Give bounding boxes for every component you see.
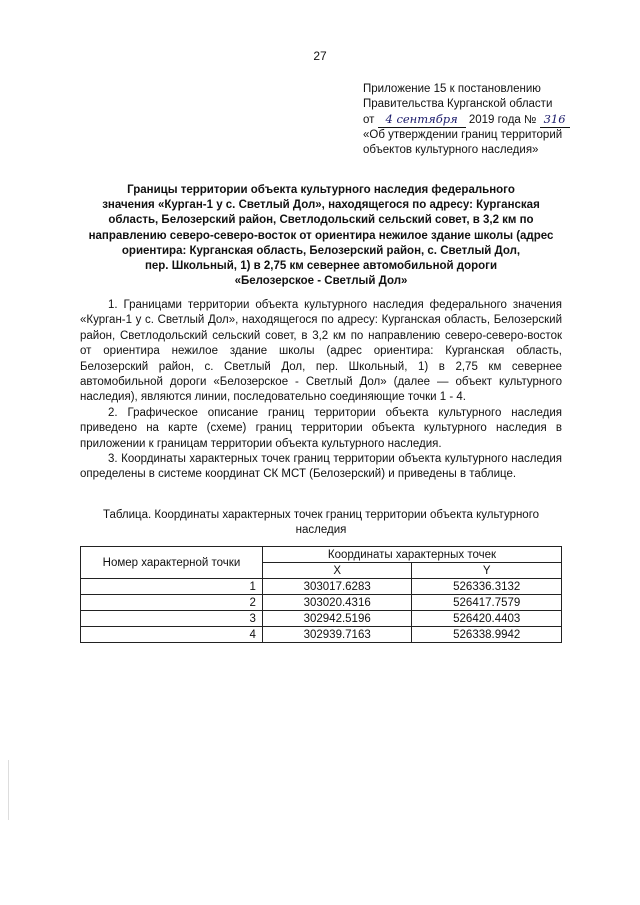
handwritten-date: 4 сентября <box>378 112 466 128</box>
appendix-header <box>363 82 603 158</box>
header-y: Y <box>412 563 562 579</box>
title-line: направлению северо-северо-восток от ориентира нежилое здание школы (адрес <box>88 229 554 242</box>
appendix-line-2: Правительства Курганской области <box>363 98 553 110</box>
year-text: 2019 года № <box>468 114 537 126</box>
paragraph-1: 1. Границами территории объекта культурного наследия федерального значения «Курган-1 у с. Светлый Дол», находящегося по адресу: Курганская область, Белозерский район, Светлодольский сельский совет, в 3,2 км по направлению северо-северо-восток от ориентира нежилое здание школы (адрес ориентира: Курганская область, Белозерский район, с. Светлый Дол, пер. Школьный, 1) в 2,75 км севернее автомобильной дороги «Белозерское - Светлый Дол» (далее — объект культурного наследия), являются линии, последовательно соединяющие точки 1 - 4. <box>80 299 562 404</box>
title-line: ориентира: Курганская область, Белозерский район, с. Светлый Дол, <box>121 244 521 257</box>
title-line: значения «Курган-1 у с. Светлый Дол», находящегося по адресу: Курганская <box>102 199 540 212</box>
coord-y: 526420.4403 <box>412 611 562 627</box>
header-point-number: Номер характерной точки <box>81 547 263 579</box>
coord-x: 302942.5196 <box>262 611 412 627</box>
body-text <box>80 298 562 483</box>
point-number: 1 <box>81 579 263 595</box>
coord-x: 303017.6283 <box>262 579 412 595</box>
table-row <box>81 611 562 627</box>
title-line: область, Белозерский район, Светлодольский сельский совет, в 3,2 км по <box>108 214 534 227</box>
title-line: Границы территории объекта культурного наследия федерального <box>127 184 515 196</box>
coord-y: 526338.9942 <box>412 627 562 643</box>
header-x: X <box>262 563 412 579</box>
title-line: пер. Школьный, 1) в 2,75 км севернее автомобильной дороги <box>144 260 498 273</box>
point-number: 4 <box>81 627 263 643</box>
table-caption-line-2: наследия <box>295 524 347 536</box>
coord-x: 302939.7163 <box>262 627 412 643</box>
appendix-line-1: Приложение 15 к постановлению <box>363 83 541 95</box>
coordinates-table <box>80 546 562 643</box>
appendix-line-5: объектов культурного наследия» <box>363 144 539 156</box>
coord-y: 526417.7579 <box>412 595 562 611</box>
document-title <box>80 183 562 289</box>
handwritten-number: 316 <box>540 112 570 128</box>
table-caption <box>80 508 562 538</box>
paragraph-3: 3. Координаты характерных точек границ территории объекта культурного наследия определены в системе координат СК МСТ (Белозерский) и приведены в таблице. <box>80 453 562 481</box>
point-number: 2 <box>81 595 263 611</box>
page-number: 27 <box>313 49 327 63</box>
table-row <box>81 579 562 595</box>
title-line: «Белозерское - Светлый Дол» <box>234 275 408 288</box>
coord-y: 526336.3132 <box>412 579 562 595</box>
from-prefix: от <box>363 114 375 126</box>
point-number: 3 <box>81 611 263 627</box>
coord-x: 303020.4316 <box>262 595 412 611</box>
table-row <box>81 627 562 643</box>
appendix-line-4: «Об утверждении границ территорий <box>363 129 563 141</box>
paragraph-2: 2. Графическое описание границ территории объекта культурного наследия приведено на карте (схеме) границ территории объекта культурного наследия в приложении к границам территории объекта культурного наследия. <box>80 406 562 450</box>
scan-margin-mark <box>8 760 9 820</box>
table-row <box>81 595 562 611</box>
appendix-date-line <box>363 112 603 128</box>
table-header-row <box>81 547 562 563</box>
header-coordinates: Координаты характерных точек <box>262 547 561 563</box>
table-caption-line-1: Таблица. Координаты характерных точек границ территории объекта культурного <box>102 509 540 521</box>
